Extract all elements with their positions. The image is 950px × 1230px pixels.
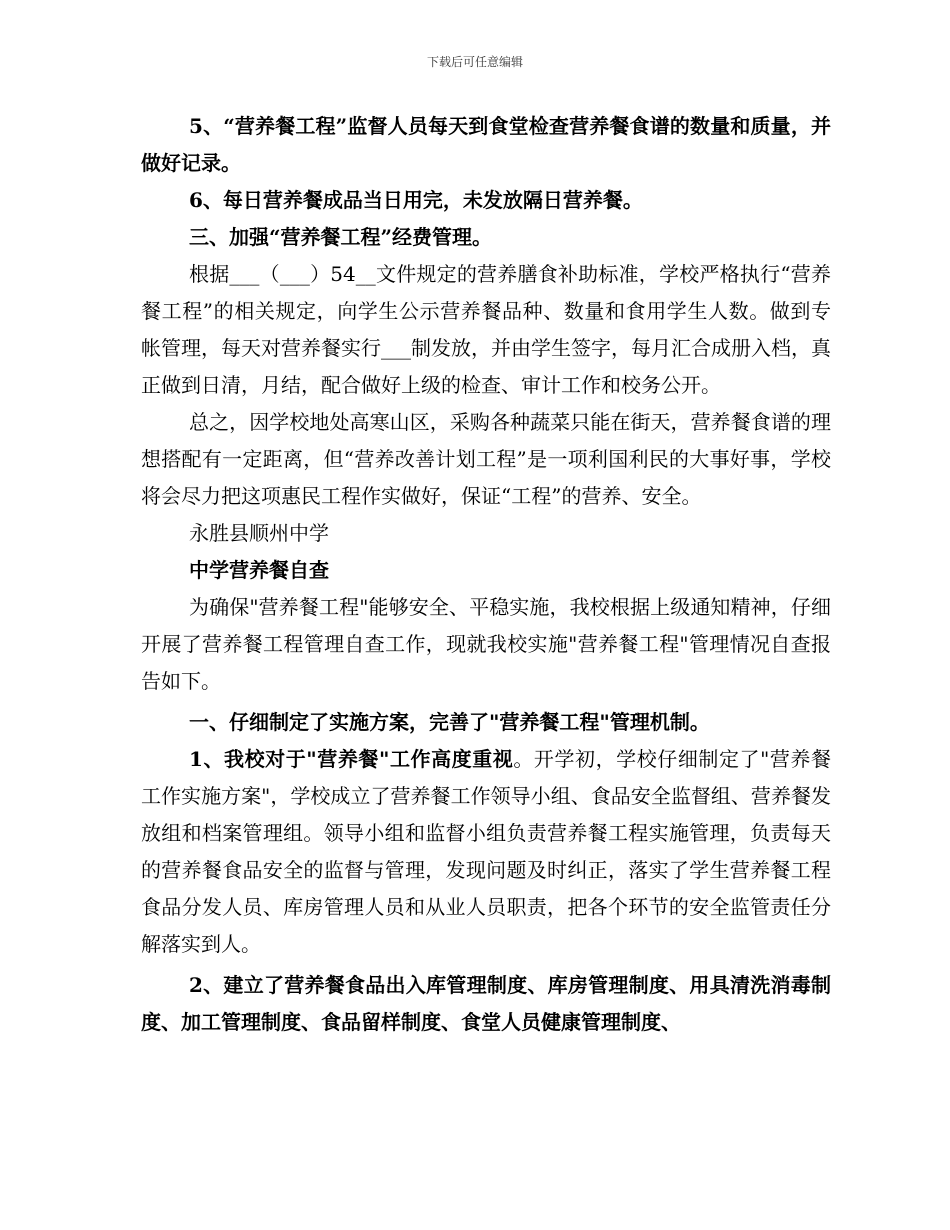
paragraph-item-1 <box>141 741 831 963</box>
page-header-note: 下载后可任意编辑 <box>426 55 523 69</box>
paragraph-2: 6、每日营养餐成品当日用完，未发放隔日营养餐。 <box>189 188 643 212</box>
paragraph-item-2: 2、建立了营养餐食品出入库管理制度、库房管理制度、用具清洗消毒制度、加工管理制度、食品留样制度、食堂人员健康管理制度、 <box>141 973 831 1034</box>
school-signature: 永胜县顺州中学 <box>189 521 329 545</box>
paragraph-1: 5、“营养餐工程”监督人员每天到食堂检查营养餐食谱的数量和质量，并做好记录。 <box>141 114 831 175</box>
paragraph-funding: 根据___（___）54__文件规定的营养膳食补助标准，学校严格执行“营养餐工程”的相关规定，向学生公示营养餐品种、数量和食用学生人数。做到专帐管理，每天对营养餐实行___制发放，并由学生签字，每月汇合成册入档，真正做到日清，月结，配合做好上级的检查、审计工作和校务公开。 <box>141 262 831 397</box>
paragraph-item-1-body: 。开学初，学校仔细制定了"营养餐工作实施方案"，学校成立了营养餐工作领导小组、食品安全监督组、营养餐发放组和档案管理组。领导小组和监督小组负责营养餐工程实施管理，负责每天的营养餐食品安全的监督与管理，发现问题及时纠正，落实了学生营养餐工程食品分发人员、库房管理人员和从业人员职责，把各个环节的安全监管责任分解落实到人。 <box>141 747 831 956</box>
paragraph-intro: 为确保"营养餐工程"能够安全、平稳实施，我校根据上级通知精神，仔细开展了营养餐工程管理自查工作，现就我校实施"营养餐工程"管理情况自查报告如下。 <box>141 595 831 693</box>
paragraph-summary: 总之，因学校地处高寒山区，采购各种蔬菜只能在街天，营养餐食谱的理想搭配有一定距离，但“营养改善计划工程”是一项利国利民的大事好事，学校将会尽力把这项惠民工程作实做好，保证“工程”的营养、安全。 <box>141 410 831 508</box>
document-subtitle: 中学营养餐自查 <box>189 558 329 582</box>
document-body <box>141 108 831 1041</box>
paragraph-item-1-lead: 1、我校对于"营养餐"工作高度重视 <box>189 747 514 771</box>
section-heading-3: 三、加强“营养餐工程”经费管理。 <box>189 225 493 249</box>
section-heading-1: 一、仔细制定了实施方案，完善了"营养餐工程"管理机制。 <box>189 710 710 734</box>
